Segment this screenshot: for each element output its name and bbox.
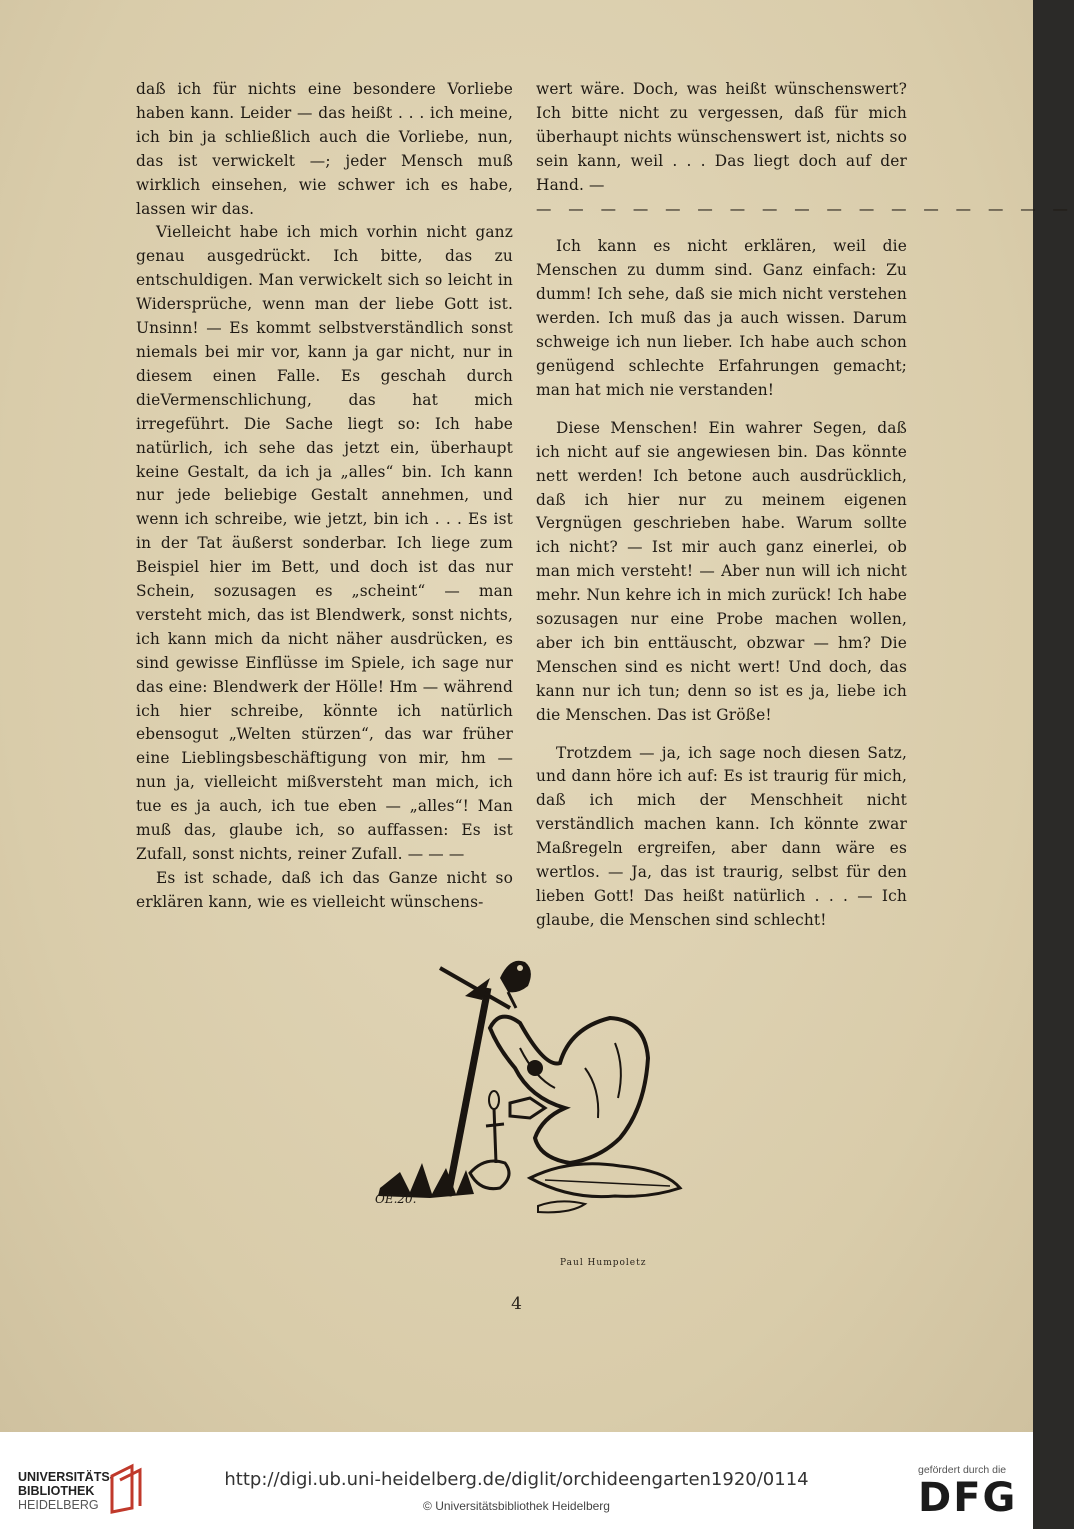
paragraph-gap [536, 221, 907, 235]
left-text-column [136, 78, 513, 915]
right-paragraph-4: Trotzdem — ja, ich sage noch diesen Satz, und dann höre ich auf: Es ist traurig für mich, daß ich mich der Menschheit nicht verständlich machen kann. Ich könnte zwar Maßregeln ergreifen, aber dann wäre es wertlos. — Ja, das ist traurig, selbst für den lieben Gott! Das heißt natürlich . . . — Ich glaube, die Menschen sind schlecht! [536, 743, 907, 929]
woodcut-illustration [370, 948, 690, 1216]
page-number: 4 [511, 1294, 522, 1314]
library-name-line1: UNIVERSITÄTS- [18, 1470, 114, 1484]
dfg-logo: DFG [918, 1475, 1018, 1521]
paragraph-gap [536, 403, 907, 417]
right-paragraph-2: Ich kann es nicht erklären, weil die Menschen zu dumm sind. Ganz einfach: Zu dumm! Ich sehe, daß sie mich nicht verstehen werden. Ich muß das ja auch wissen. Darum schweige ich nun lieber. Ich habe auch schon genügend schlechte Erfahrungen gemacht; man hat mich nie verstanden! [536, 237, 907, 399]
permalink-url[interactable]: http://digi.ub.uni-heidelberg.de/diglit/orchideengarten1920/0114 [224, 1469, 809, 1490]
library-name-line2: BIBLIOTHEK [18, 1484, 95, 1498]
library-name-line3: HEIDELBERG [18, 1498, 99, 1512]
right-paragraph-3: Diese Menschen! Ein wahrer Segen, daß ich nicht auf sie angewiesen bin. Das könnte nett werden! Ich betone auch ausdrücklich, daß ich hier nur zu meinem eigenen Vergnügen geschrieben habe. Warum sollte ich nicht? — Ist mir auch ganz einerlei, ob man mich versteht! — Aber nun will ich nicht mehr. Nun kehre ich in mich zurück! Ich habe sozusagen nur eine Probe machen wollen, aber ich bin enttäuscht, obzwar — hm? Die Menschen sind es nicht wert! Und doch, das kann nur ich tun; denn so ist es ja, liebe ich die Menschen. Das ist Größe! [536, 418, 907, 724]
right-text-column [536, 78, 1074, 933]
artist-credit: Paul Humpoletz [560, 1258, 647, 1268]
artist-monogram: OE.20. [375, 1192, 417, 1206]
funding-note: gefördert durch die [918, 1464, 1007, 1476]
paragraph-gap [536, 728, 907, 742]
dash-separator: — — — — — — — — — — — — — — — — — [536, 199, 1074, 218]
left-paragraph-3: Es ist schade, daß ich das Ganze nicht so erklären kann, wie es vielleicht wünschens- [136, 868, 513, 911]
left-paragraph-1: daß ich für nichts eine besondere Vorliebe haben kann. Leider — das heißt . . . ich meine, ich bin ja schließlich auch die Vorliebe, nun, das ist verwickelt —; jeder Mensch muß wirklich einsehen, wie schwer ich es habe, lassen wir das. [136, 80, 513, 218]
copyright-notice: © Universitätsbibliothek Heidelberg [423, 1499, 610, 1513]
right-paragraph-1: wert wäre. Doch, was heißt wünschenswert? Ich bitte nicht zu vergessen, daß für mich überhaupt nichts wünschenswert ist, nichts so sein kann, weil . . . Das liegt doch auf der Hand. — [536, 80, 907, 194]
left-paragraph-2: Vielleicht habe ich mich vorhin nicht ganz genau ausgedrückt. Ich bitte, das zu entschuldigen. Man verwickelt sich so leicht in Widersprüche, wenn man der liebe Gott ist. Unsinn! — Es kommt selbstverständlich sonst niemals bei mir vor, kann ja gar nicht, nur in diesem einen Falle. Es geschah durch dieVermenschlichung, das hat mich irregeführt. Die Sache liegt so: Ich habe natürlich, ich sehe das jetzt ein, überhaupt keine Gestalt, da ich ja „alles“ bin. Ich kann nur jede beliebige Gestalt annehmen, und wenn ich schreibe, wie jetzt, bin ich . . . Es ist in der Tat äußerst sonderbar. Ich liege zum Beispiel hier im Bett, und doch ist das nur Schein, sozusagen es „scheint“ — man versteht mich, das ist Blendwerk, sonst nichts, ich kann mich da nicht näher ausdrücken, es sind gewisse Einflüsse im Spiele, ich sage nur das eine: Blendwerk der Hölle! Hm — während ich hier schreibe, könnte ich natürlich ebensogut „Welten stürzen“, das war früher eine Lieblingsbeschäftigung von mir, hm — nun ja, vielleicht mißversteht man mich, ich tue es ja auch, ich tue eben — „alles“! Man muß das, glaube ich, so auffassen: Es ist Zufall, sonst nichts, reiner Zufall. — — — [136, 223, 513, 863]
